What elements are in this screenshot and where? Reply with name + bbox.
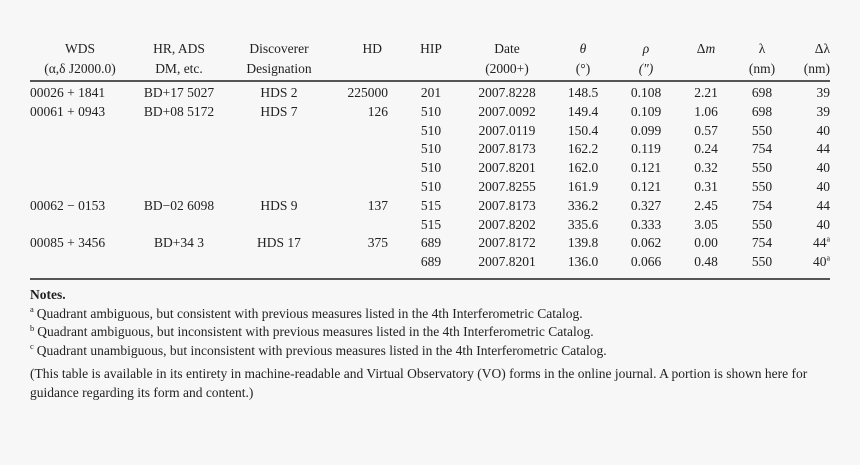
cell-hd	[330, 216, 400, 235]
header-theta-sub: (°)	[552, 59, 614, 81]
cell-hd: 137	[367, 197, 388, 213]
footnote-mark-c: c	[30, 341, 34, 351]
header-delta-m	[678, 39, 734, 59]
cell-lambda: 550	[734, 253, 790, 279]
cell-rho: 0.099	[630, 122, 662, 138]
header-discoverer-sub: Designation	[228, 59, 330, 81]
table-row	[30, 81, 830, 103]
table-row	[30, 216, 830, 235]
notes-title: Notes.	[30, 287, 66, 302]
cell-theta: 336.2	[567, 197, 599, 213]
header-hr-ads: HR, ADS	[153, 41, 205, 56]
cell-wds: 00062 − 0153	[30, 197, 106, 213]
cell-hr-ads	[130, 216, 228, 235]
cell-date: 2007.0119	[478, 122, 536, 138]
cell-discoverer: HDS 7	[260, 103, 298, 119]
cell-hip: 689	[400, 253, 462, 279]
cell-delta-m: 3.05	[694, 216, 718, 232]
cell-hr-ads	[130, 159, 228, 178]
cell-hr-ads: BD+34 3	[154, 235, 204, 251]
cell-discoverer: HDS 9	[260, 197, 298, 213]
cell-delta-lambda-value: 40	[816, 122, 830, 138]
cell-hd	[330, 122, 400, 141]
cell-delta-m: 2.21	[694, 85, 718, 100]
cell-wds: 00061 + 0943	[30, 103, 106, 119]
cell-date: 2007.8173	[478, 197, 536, 213]
header-hr-ads-sub: DM, etc.	[130, 59, 228, 81]
table-row	[30, 140, 830, 159]
cell-delta-lambda	[790, 159, 830, 178]
cell-delta-lambda	[790, 103, 830, 122]
header-delta-m-italic: m	[705, 41, 716, 56]
cell-wds	[30, 216, 130, 235]
header-theta: θ	[579, 41, 587, 56]
header-row-2	[30, 59, 830, 81]
cell-wds	[30, 140, 130, 159]
header-hip: HIP	[420, 41, 442, 56]
cell-delta-lambda-value: 40	[816, 160, 830, 176]
header-discoverer: Discoverer	[249, 41, 309, 56]
cell-hr-ads: BD+08 5172	[143, 103, 215, 119]
cell-date: 2007.8173	[478, 141, 536, 157]
cell-hip: 515	[420, 197, 442, 213]
cell-lambda: 754	[751, 235, 773, 251]
cell-hip: 510	[420, 141, 442, 157]
cell-wds	[30, 178, 130, 197]
footnote-a-text: Quadrant ambiguous, but consistent with previous measures listed in the 4th Interferometric Catalog.	[36, 305, 583, 321]
header-date-sub: (2000+)	[462, 59, 552, 81]
header-delta-lambda-sub: (nm)	[790, 59, 830, 81]
cell-delta-lambda-value: 39	[816, 85, 830, 100]
header-lambda: λ	[758, 41, 766, 56]
cell-theta: 136.0	[552, 253, 614, 279]
measurements-table	[30, 39, 830, 280]
header-lambda-sub: (nm)	[734, 59, 790, 81]
cell-delta-lambda	[790, 197, 830, 216]
cell-delta-lambda	[790, 216, 830, 235]
cell-discoverer	[228, 122, 330, 141]
cell-hd	[330, 159, 400, 178]
cell-delta-lambda-value: 40	[816, 216, 830, 232]
footnote-b-text: Quadrant ambiguous, but inconsistent with previous measures listed in the 4th Interferometric Catalog.	[37, 324, 594, 339]
cell-delta-m: 0.57	[694, 122, 718, 138]
cell-theta: 139.8	[567, 235, 599, 251]
cell-discoverer	[228, 178, 330, 197]
cell-delta-m: 0.32	[694, 160, 718, 176]
cell-hr-ads: BD−02 6098	[143, 197, 215, 213]
cell-hip: 689	[420, 235, 442, 251]
table-row	[30, 122, 830, 141]
cell-date: 2007.8201	[478, 160, 536, 176]
header-rho-sub: (″)	[614, 59, 678, 81]
header-wds: WDS	[65, 41, 95, 56]
cell-delta-m: 0.48	[678, 253, 734, 279]
footnote-mark-b: b	[30, 322, 35, 333]
cell-delta-lambda	[790, 253, 830, 279]
cell-theta: 150.4	[567, 122, 599, 138]
cell-date: 2007.8202	[478, 216, 536, 232]
cell-hd	[330, 178, 400, 197]
header-hip-sub	[400, 59, 462, 81]
cell-delta-lambda-value: 40	[812, 254, 827, 270]
cell-lambda: 754	[751, 141, 773, 157]
cell-discoverer	[228, 159, 330, 178]
cell-delta-m: 2.45	[694, 197, 718, 213]
cell-discoverer	[228, 253, 330, 279]
footnote-a	[30, 305, 830, 324]
cell-hr-ads	[130, 178, 228, 197]
table-row	[30, 159, 830, 178]
footnote-mark: a	[826, 253, 830, 263]
cell-hip: 510	[420, 178, 442, 194]
cell-delta-lambda-value: 44	[812, 235, 827, 251]
cell-delta-m: 0.00	[694, 235, 718, 251]
cell-delta-lambda-value: 44	[816, 141, 830, 157]
cell-rho: 0.066	[614, 253, 678, 279]
cell-delta-lambda	[790, 234, 830, 253]
table-row	[30, 253, 830, 279]
cell-delta-lambda	[790, 122, 830, 141]
cell-theta: 335.6	[567, 216, 599, 232]
cell-theta: 149.4	[567, 103, 599, 119]
cell-discoverer	[228, 216, 330, 235]
cell-rho: 0.062	[630, 235, 662, 251]
table-row	[30, 197, 830, 216]
cell-hr-ads	[130, 140, 228, 159]
cell-rho: 0.108	[630, 85, 662, 100]
cell-hip: 510	[420, 122, 442, 138]
header-hd: HD	[362, 41, 382, 56]
cell-delta-lambda-value: 40	[816, 178, 830, 194]
cell-delta-lambda	[790, 178, 830, 197]
table-row	[30, 234, 830, 253]
data-table-container	[30, 39, 830, 280]
cell-hd: 375	[367, 235, 388, 251]
cell-rho: 0.333	[630, 216, 662, 232]
cell-hd	[330, 140, 400, 159]
cell-date: 2007.8201	[462, 253, 552, 279]
footnote-c	[30, 342, 830, 361]
cell-hd: 225000	[347, 85, 388, 100]
cell-theta: 162.0	[567, 160, 599, 176]
cell-date: 2007.8172	[478, 235, 536, 251]
cell-hip: 510	[420, 160, 442, 176]
cell-theta: 162.2	[567, 141, 599, 157]
cell-date: 2007.8228	[478, 85, 536, 100]
cell-theta: 161.9	[567, 178, 599, 194]
footnote-mark-a: a	[30, 304, 34, 314]
table-row	[30, 103, 830, 122]
table-notes	[30, 286, 830, 402]
cell-hip: 201	[420, 85, 442, 100]
cell-delta-lambda-value: 44	[816, 197, 830, 213]
cell-wds: 00026 + 1841	[30, 85, 106, 100]
header-row-1	[30, 39, 830, 59]
cell-wds	[30, 253, 130, 279]
cell-rho: 0.121	[630, 178, 662, 194]
cell-lambda: 550	[751, 122, 773, 138]
cell-lambda: 754	[751, 197, 773, 213]
cell-hr-ads	[130, 253, 228, 279]
header-delta-m-text: Δm	[696, 41, 716, 56]
cell-hr-ads	[130, 122, 228, 141]
table-body	[30, 81, 830, 279]
cell-lambda: 698	[751, 103, 773, 119]
cell-discoverer: HDS 17	[257, 235, 301, 251]
cell-rho: 0.121	[630, 160, 662, 176]
footnote-mark: a	[826, 234, 830, 244]
cell-delta-lambda-value: 39	[816, 103, 830, 119]
header-rho: ρ	[642, 41, 650, 56]
cell-lambda: 550	[751, 216, 773, 232]
cell-hip: 510	[420, 103, 442, 119]
cell-hr-ads: BD+17 5027	[143, 85, 215, 100]
header-wds-sub: (α,δ J2000.0)	[30, 59, 130, 81]
availability-note: (This table is available in its entirety in machine-readable and Virtual Observatory (VO) forms in the online journal. A portion is shown here for guidance regarding its form and content.)	[30, 366, 808, 400]
cell-delta-m: 1.06	[694, 103, 718, 119]
cell-theta: 148.5	[567, 85, 599, 100]
cell-hd	[330, 253, 400, 279]
cell-hip: 515	[420, 216, 442, 232]
cell-wds	[30, 122, 130, 141]
header-hd-sub	[330, 59, 400, 81]
table-row	[30, 178, 830, 197]
header-delta-m-sub	[678, 59, 734, 81]
footnote-b	[30, 323, 830, 342]
cell-discoverer	[228, 140, 330, 159]
cell-date: 2007.8255	[478, 178, 536, 194]
cell-rho: 0.109	[630, 103, 662, 119]
header-delta-lambda: Δλ	[814, 41, 830, 56]
header-date: Date	[494, 41, 520, 56]
cell-delta-m: 0.31	[694, 178, 718, 194]
cell-delta-lambda	[790, 140, 830, 159]
cell-rho: 0.119	[631, 141, 661, 157]
cell-date: 2007.0092	[478, 103, 536, 119]
cell-hd: 126	[367, 103, 388, 119]
cell-delta-lambda	[790, 81, 830, 103]
cell-wds	[30, 159, 130, 178]
cell-discoverer: HDS 2	[260, 85, 298, 100]
cell-delta-m: 0.24	[694, 141, 718, 157]
cell-lambda: 550	[751, 160, 773, 176]
cell-wds: 00085 + 3456	[30, 235, 106, 251]
footnote-c-text: Quadrant unambiguous, but inconsistent with previous measures listed in the 4th Interferometric Catalog.	[36, 342, 607, 358]
cell-rho: 0.327	[630, 197, 662, 213]
cell-lambda: 698	[751, 85, 773, 100]
cell-lambda: 550	[751, 178, 773, 194]
